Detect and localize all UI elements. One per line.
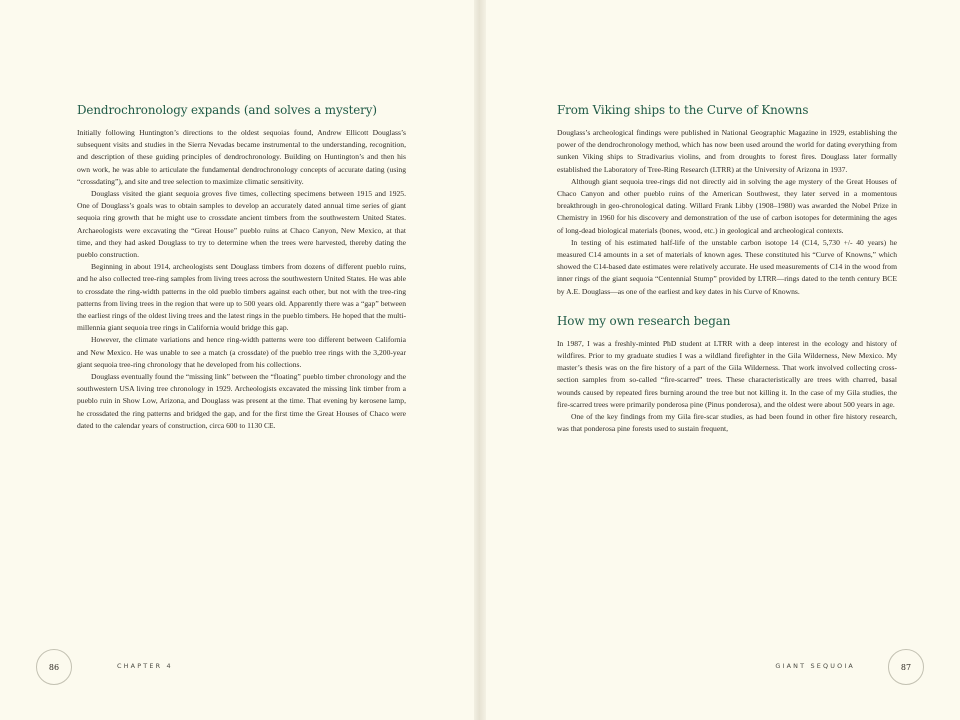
page-number: 86 xyxy=(48,662,60,672)
right-footer xyxy=(481,649,924,685)
left-footer xyxy=(36,649,456,685)
left-paragraph-3: Beginning in about 1914, archeologists sent Douglass timbers from dozens of different pueblo ruins, and he also collected tree-ring samples from living trees across the southwestern United States. He was able to crossdate the ring-width patterns in the old pueblo timbers against each other, but not with the tree-ring patterns from living trees in the region that were up to 500 years old. Apparently there was a “gap” between the earliest rings of the oldest living trees and the latest rings in the pueblo timbers. He hoped that the multi-millennia giant sequoia tree rings in California would bridge this gap. xyxy=(77,262,406,333)
right-section-heading-2: How my own research began xyxy=(557,313,731,328)
right-paragraph-4: In 1987, I was a freshly-minted PhD student at LTRR with a deep interest in the ecology and history of wildfires. Prior to my graduate studies I was a wildland firefighter in the Gila Wilderness, New Mexico. My master’s thesis was on the fire history of a part of the Gila Wilderness. That work involved collecting cross-section samples from so-called “fire-scarred” trees. These characteristically are trees with charred, basal wounds caused by repeated fires burning around the tree but not killing it. In the case of my Gila studies, the fire-scarred trees were primarily ponderosa pine (Pinus ponderosa), and the oldest were about 500 years in age. xyxy=(557,338,897,409)
right-paragraph-3: In testing of his estimated half-life of the unstable carbon isotope 14 (C14, 5,730 +/- 40 years) he measured C14 amounts in a set of materials of known ages. These constituted his “Curve of Knowns,” which showed the C14-based date estimates were relatively accurate. He used measurements of C14 in the wood from inner rings of the giant sequoia “Centennial Stump” provided by LTRR—rings dated to the tenth century BCE by A.E. Douglass—as one of the earliest and key dates in his Curve of Knowns. xyxy=(557,237,897,296)
page-number: 87 xyxy=(900,662,912,672)
book-gutter xyxy=(474,0,486,720)
right-section-heading-1: From Viking ships to the Curve of Knowns xyxy=(557,103,809,117)
right-text-column xyxy=(557,103,897,435)
left-paragraph-4: However, the climate variations and hence ring-width patterns were too different between California and New Mexico. He was unable to see a match (a crossdate) of the pueblo tree rings with the 3,200-year giant sequoia tree-ring chronology that he developed from his collections. xyxy=(77,335,406,369)
page-number-badge xyxy=(36,649,72,685)
left-section-heading: Dendrochronology expands (and solves a mystery) xyxy=(77,103,377,117)
left-page xyxy=(0,0,479,720)
left-paragraph-5: Douglass eventually found the “missing link” between the “floating” pueblo timber chronology and the southwestern USA living tree chronology in 1929. Archeologists excavated the missing link timber from a pueblo ruin in Show Low, Arizona, and Douglass was present at the time. That evening by kerosene lamp, he crossdated the ring patterns and bridged the gap, and for the first time the Great Houses of Chaco were dated to the calendar years of construction, circa 600 to 1130 CE. xyxy=(77,372,406,430)
right-paragraph-2: Although giant sequoia tree-rings did not directly aid in solving the age mystery of the Great Houses of Chaco Canyon and other pueblo ruins of the American Southwest, they later served in a momentous breakthrough in geo-chronological dating. Willard Frank Libby (1908–1980) was awarded the Nobel Prize in Chemistry in 1960 for his discovery and demonstration of the use of carbon isotopes for determining the ages of long-dead biological materials (bones, wood, etc.) in geological and archeological contexts. xyxy=(557,176,897,235)
running-head: CHAPTER 4 xyxy=(117,662,173,670)
left-paragraph-2: Douglass visited the giant sequoia groves five times, collecting specimens between 1915 and 1925. One of Douglass’s goals was to obtain samples to develop an accurately dated annual time series of giant sequoia ring growth that he might use to crossdate ancient timbers from the southwestern United States. Archaeologists were excavating the “Great House” pueblo ruins at Chaco Canyon, New Mexico, at that time, and they had asked Douglass to try to determine when the trees were harvested, thereby dating the pueblo construction. xyxy=(77,189,406,260)
running-head: GIANT SEQUOIA xyxy=(775,662,855,670)
right-page xyxy=(481,0,960,720)
right-paragraph-5: One of the key findings from my Gila fire-scar studies, as had been found in other fire history research, was that ponderosa pine forests used to sustain frequent, xyxy=(557,412,897,434)
left-paragraph-1: Initially following Huntington’s directions to the oldest sequoias found, Andrew Ellicott Douglass’s subsequent visits and studies in the Sierra Nevadas became instrumental to the understanding, recognition, and description of these guiding principles of dendrochronology. Building on Huntington’s and then his own work, he was able to articulate the fundamental dendrochronology concepts of accurate dating (using “crossdating”), and site and tree selection to maximize climatic sensitivity. xyxy=(77,128,406,186)
right-paragraph-1: Douglass’s archeological findings were published in National Geographic Magazine in 1929, establishing the power of the dendrochronology method, which has now been used around the world for dating everything from sunken Viking ships to Stradivarius violins, and from droughts to forest fires. Douglass later formally established the Laboratory of Tree-Ring Research (LTRR) at the University of Arizona in 1937. xyxy=(557,128,897,174)
left-text-column xyxy=(77,103,406,432)
page-number-badge xyxy=(888,649,924,685)
